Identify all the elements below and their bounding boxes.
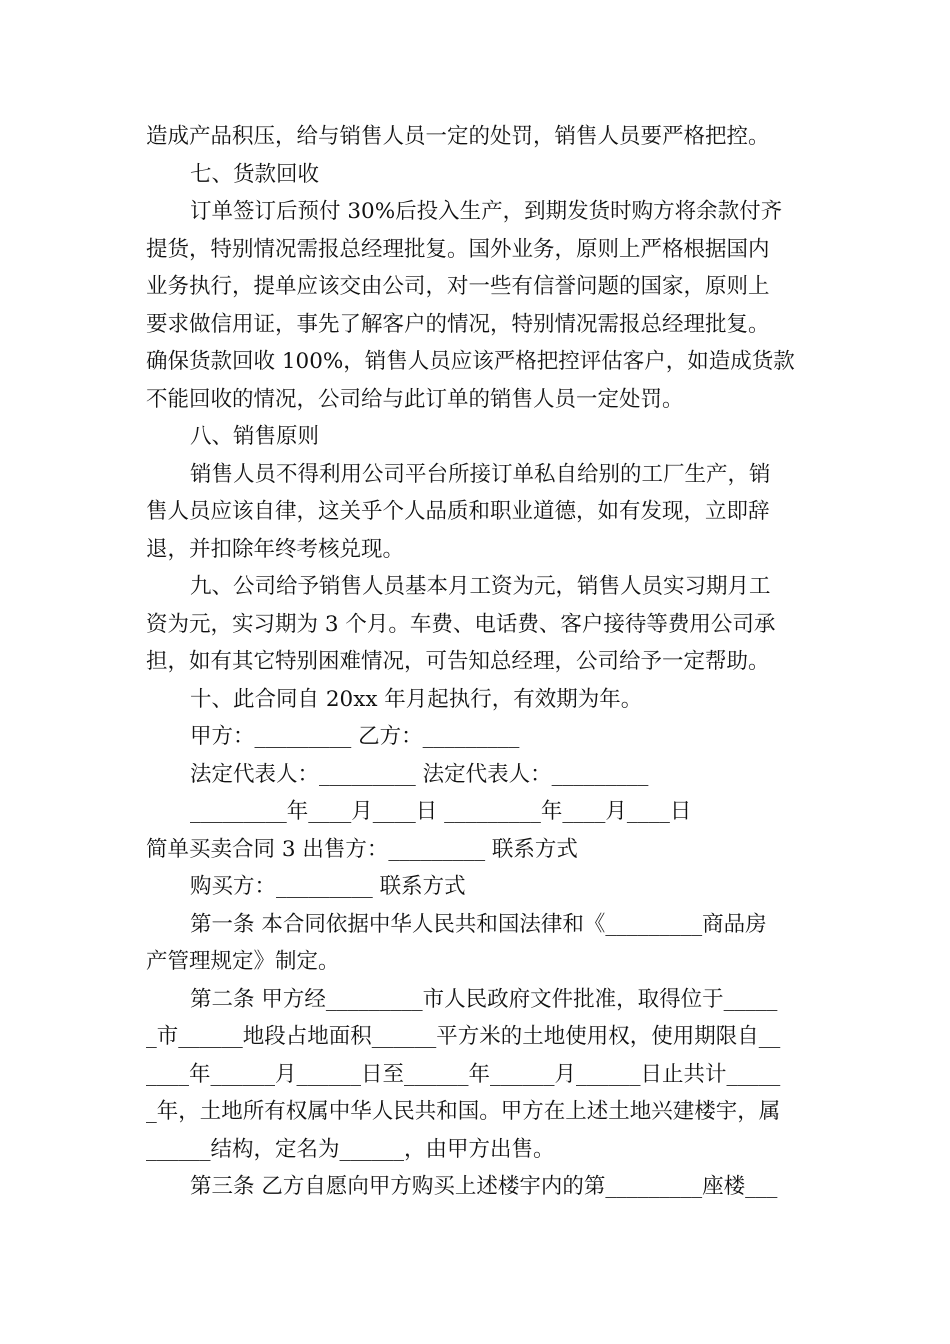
body-line: 退，并扣除年终考核兑现。 xyxy=(146,536,405,562)
body-line: 业务执行，提单应该交由公司，对一些有信誉问题的国家，原则上 xyxy=(146,274,770,299)
body-line: 销售人员不得利用公司平台所接订单私自给别的工厂生产，销 xyxy=(190,461,771,487)
body-line: 造成产品积压，给与销售人员一定的处罚，销售人员要严格把控。 xyxy=(146,124,770,149)
body-line: ____年______月______日至______年______月______日止共计_____ xyxy=(146,1061,781,1087)
buyer-line: 购买方：_________ 联系方式 xyxy=(190,874,466,899)
body-line: _年，土地所有权属中华人民共和国。甲方在上述土地兴建楼宇，属 xyxy=(146,1099,781,1124)
body-line: ______结构，定名为______，由甲方出售。 xyxy=(146,1136,555,1162)
body-line: 要求做信用证，事先了解客户的情况，特别情况需报总经理批复。 xyxy=(146,311,770,337)
body-line: 产管理规定》制定。 xyxy=(146,949,340,974)
body-line: 提货，特别情况需报总经理批复。国外业务，原则上严格根据国内 xyxy=(146,236,770,262)
article-line: 第三条 乙方自愿向甲方购买上述楼宇内的第_________座楼___ xyxy=(190,1174,778,1199)
body-line: 确保货款回收 100%，销售人员应该严格把控评估客户，如造成货款 xyxy=(146,349,795,374)
body-line: 担，如有其它特别困难情况，可告知总经理，公司给予一定帮助。 xyxy=(146,649,770,674)
body-line: 十、此合同自 20xx 年月起执行，有效期为年。 xyxy=(190,686,643,712)
body-line: _市______地段占地面积______平方米的土地使用权，使用期限自__ xyxy=(146,1024,781,1049)
section-heading: 八、销售原则 xyxy=(190,424,320,449)
signature-party-line: 甲方：_________ 乙方：_________ xyxy=(190,724,520,749)
body-line: 售人员应该自律，这关乎个人品质和职业道德，如有发现，立即辞 xyxy=(146,499,770,524)
body-line: 订单签订后预付 30%后投入生产，到期发货时购方将余款付齐 xyxy=(190,199,783,224)
contract-title-line: 简单买卖合同 3 出售方：_________ 联系方式 xyxy=(146,836,578,862)
document-body xyxy=(146,118,810,1206)
body-line: 九、公司给予销售人员基本月工资为元，销售人员实习期月工 xyxy=(190,574,771,599)
signature-representative-line: 法定代表人：_________ 法定代表人：_________ xyxy=(190,761,649,787)
body-line: 资为元，实习期为 3 个月。车费、电话费、客户接待等费用公司承 xyxy=(146,611,776,637)
body-line: 不能回收的情况，公司给与此订单的销售人员一定处罚。 xyxy=(146,386,684,412)
article-line: 第一条 本合同依据中华人民共和国法律和《_________商品房 xyxy=(190,911,767,937)
section-heading: 七、货款回收 xyxy=(190,161,320,187)
signature-date-line: _________年____月____日 _________年____月____日 xyxy=(190,799,692,824)
article-line: 第二条 甲方经_________市人民政府文件批准，取得位于_____ xyxy=(190,986,778,1012)
